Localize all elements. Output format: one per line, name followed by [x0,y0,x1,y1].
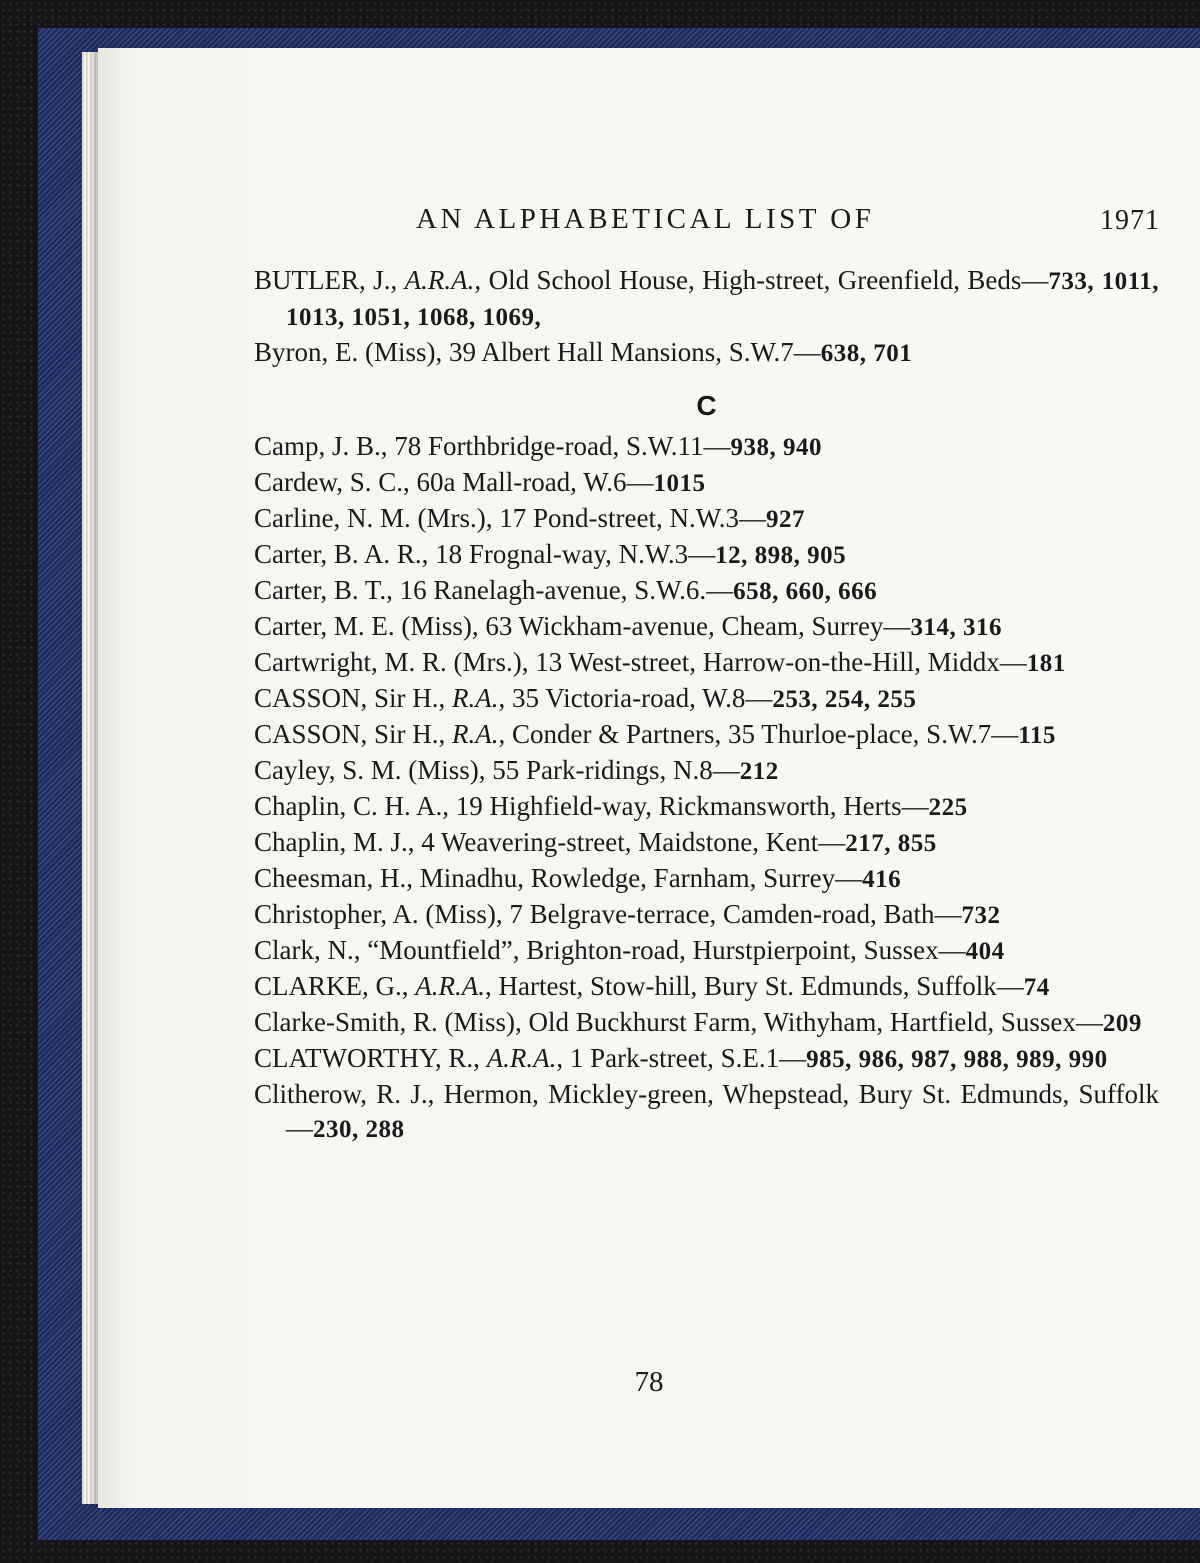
entry-references: 314, 316 [910,614,1002,641]
entry-text: Clark, N., “Mountfield”, Brighton-road, Hurstpierpoint, Sussex— [254,935,966,965]
entry-text: Clitherow, R. J., Hermon, Mickley-green, Whepstead, Bury St. Edmunds, Suffolk— [254,1079,1159,1143]
entry-references: 225 [928,794,968,821]
list-item [254,861,1159,897]
entry-text: Christopher, A. (Miss), 7 Belgrave-terrace, Camden-road, Bath— [254,899,962,929]
entry-text: Cheesman, H., Minadhu, Rowledge, Farnham, Surrey— [254,863,863,893]
entry-honorific: A.R.A. [486,1043,557,1073]
running-head [98,203,1200,243]
entry-text: Byron, E. (Miss), 39 Albert Hall Mansions, S.W.7— [254,337,821,367]
list-item [254,933,1159,969]
list-item [254,897,1159,933]
list-item [254,753,1159,789]
entry-references: 115 [1018,722,1056,749]
list-item [254,537,1159,573]
list-item [254,609,1159,645]
list-item [254,501,1159,537]
entry-references: 1015 [653,470,706,497]
book-page [98,48,1200,1508]
entry-references: 12, 898, 905 [715,542,847,569]
entry-text: , 1 Park-street, S.E.1— [556,1043,807,1073]
entry-references: 217, 855 [845,830,937,857]
list-item [254,1077,1159,1147]
list-item [254,825,1159,861]
entry-text: Camp, J. B., 78 Forthbridge-road, S.W.11— [254,431,731,461]
list-item [254,1041,1159,1077]
entry-text: , Hartest, Stow-hill, Bury St. Edmunds, Suffolk— [484,971,1024,1001]
entry-references: 638, 701 [820,340,913,367]
entry-references: 658, 660, 666 [733,578,878,605]
list-item [254,681,1159,717]
entry-list [254,263,1159,1147]
list-item [254,263,1159,335]
entry-text: Carter, B. A. R., 18 Frognal-way, N.W.3— [254,539,716,569]
section-letter: C [696,390,717,421]
entry-references: 732 [961,902,1001,929]
entry-references: 230, 288 [313,1116,405,1143]
list-item [254,645,1159,681]
entry-text: Chaplin, C. H. A., 19 Highfield-way, Rickmansworth, Herts— [254,791,929,821]
list-item [254,969,1159,1005]
entry-honorific: R.A. [452,683,499,713]
entry-text: , Old School House, High-street, Greenfield, Beds— [474,265,1049,295]
list-item [254,789,1159,825]
entry-references: 181 [1026,650,1066,677]
entry-text: Cardew, S. C., 60a Mall-road, W.6— [254,467,654,497]
entry-text: CASSON, Sir H., [254,683,453,713]
running-head-year: 1971 [1100,205,1160,236]
entry-text: , 35 Victoria-road, W.8— [498,683,773,713]
entry-references: 938, 940 [730,434,822,461]
entry-honorific: A.R.A. [404,265,475,295]
list-item [254,573,1159,609]
entry-text: Carline, N. M. (Mrs.), 17 Pond-street, N.W.3— [254,503,766,533]
entry-text: Carter, B. T., 16 Ranelagh-avenue, S.W.6.— [254,575,734,605]
entry-text: , Conder & Partners, 35 Thurloe-place, S.W.7— [498,719,1019,749]
entry-text: CLATWORTHY, R., [254,1043,487,1073]
list-item [254,429,1159,465]
entry-references: 733, 1011, 1013, 1051, 1068, 1069, [286,268,1159,331]
entry-references: 253, 254, 255 [772,686,917,713]
list-item [254,335,1159,371]
entry-references: 985, 986, 987, 988, 989, 990 [806,1046,1108,1073]
list-item [254,1005,1159,1041]
entry-text: Chaplin, M. J., 4 Weavering-street, Maidstone, Kent— [254,827,846,857]
entry-text: Carter, M. E. (Miss), 63 Wickham-avenue, Cheam, Surrey— [254,611,911,641]
entry-references: 416 [862,866,902,893]
entry-text: CLARKE, G., [254,971,416,1001]
entry-text: Clarke-Smith, R. (Miss), Old Buckhurst Farm, Withyham, Hartfield, Sussex— [254,1007,1103,1037]
entry-text: Cartwright, M. R. (Mrs.), 13 West-street, Harrow-on-the-Hill, Middx— [254,647,1027,677]
list-item [254,717,1159,753]
entry-text: BUTLER, J., [254,265,405,295]
entries-b-section [254,263,1159,371]
list-item [254,465,1159,501]
entry-text: CASSON, Sir H., [254,719,453,749]
entry-references: 404 [965,938,1005,965]
entry-honorific: R.A. [452,719,499,749]
entry-references: 927 [765,506,805,533]
entry-references: 74 [1023,974,1050,1001]
entries-c-section [254,429,1159,1147]
entry-honorific: A.R.A. [415,971,485,1001]
entry-references: 209 [1102,1010,1142,1037]
entry-references: 212 [739,758,779,785]
running-head-title: AN ALPHABETICAL LIST OF [416,203,875,235]
entry-text: Cayley, S. M. (Miss), 55 Park-ridings, N.8— [254,755,740,785]
page-number: 78 [634,1366,664,1398]
